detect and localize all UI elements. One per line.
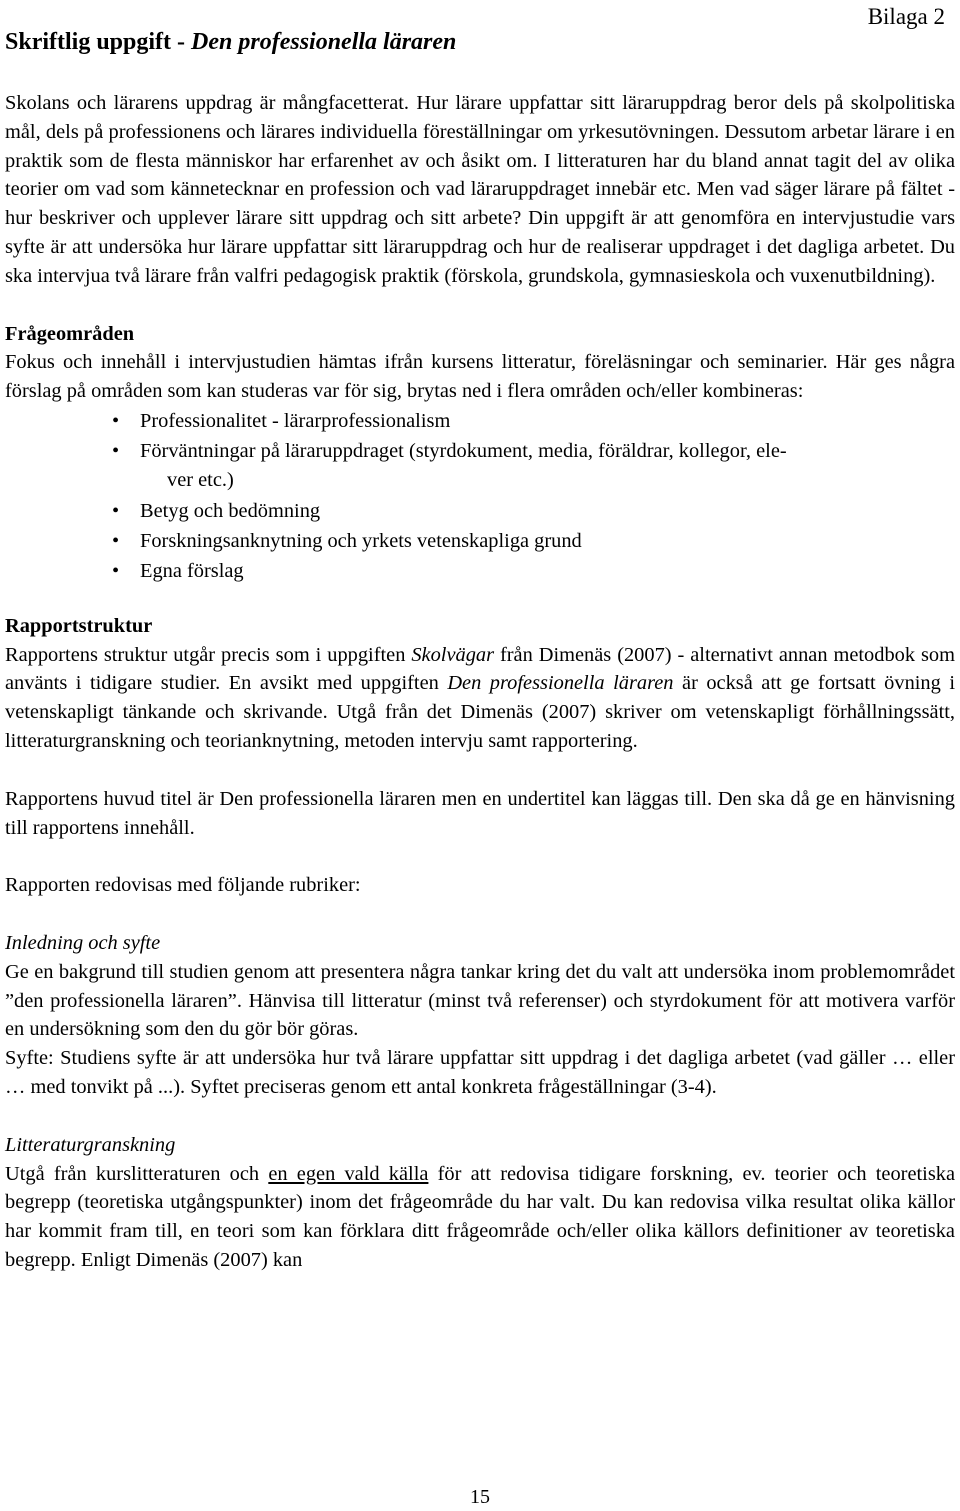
list-item <box>5 527 955 556</box>
document-body <box>5 89 955 1275</box>
text-run: Rapportens struktur utgår precis som i uppgiften <box>5 643 412 666</box>
inledning-paragraph-2: Syfte: Studiens syfte är att undersöka hur två lärare uppfattar sitt uppdrag i det dagliga arbetet (vad gäller … eller … med tonvikt på ...). Syftet preciseras genom ett antal konkreta frågeställningar (3-4). <box>5 1047 955 1099</box>
section-heading-inledning: Inledning och syfte <box>5 932 161 955</box>
fragor-paragraph: Fokus och innehåll i intervjustudien hämtas ifrån kursens litteratur, föreläsningar och seminarier. Här ges några förslag på områden som kan studeras var för sig, brytas ned i flera områden och/eller kombineras: <box>5 351 955 403</box>
text-run: för att redovisa tidigare forskning, ev. teorier och teoretiska begrepp (teoretiska utgångspunkter) inom det frågeområde du har valt. Du kan redovisa vilka resultat olika källor har kommit fram till, en teori som kan förklara ditt frågeområde och/eller olika källors definitioner av teoretiska begrepp. Enligt Dimenäs (2007) kan <box>5 1162 956 1272</box>
text-run: är också att ge fortsatt övning i vetenskapligt tänkande och skrivande. Utgå från det Dimenäs (2007) skriver om vetenskapligt förhållningssätt, litteraturgranskning och teorianknytning, metoden intervju samt rapportering. <box>5 672 955 752</box>
question-area-list <box>5 407 955 586</box>
bullet-icon: • <box>112 499 120 522</box>
text-run: från Dimenäs (2007) - alternativt annan metodbok som använts i tidigare studier. En avsikt med uppgiften <box>5 643 955 695</box>
page-number: 15 <box>470 1486 490 1508</box>
rapport-paragraph-1 <box>5 641 955 756</box>
intro-paragraph: Skolans och lärarens uppdrag är mångfacetterat. Hur lärare uppfattar sitt läraruppdrag beror dels på skolpolitiska mål, dels på professionens och lärares individuella föreställningar om yrkesutövningen. Dessutom arbetar lärare i en praktik som de flesta människor har erfarenhet av och åsikt om. I litteraturen har du bland annat tagit del av olika teorier om vad som kännetecknar en profession och vad läraruppdraget innebär etc. Men vad säger lärare på fältet - hur beskriver och upplever lärare sitt uppdrag och sitt arbete? Din uppgift är att genomföra en intervjustudie vars syfte är att undersöka hur lärare uppfattar sitt läraruppdrag och hur de realiserar uppdraget i det dagliga arbetet. Du ska intervjua två lärare från valfri pedagogisk praktik (förskola, grundskola, gymnasieskola och vuxenutbildning). <box>5 92 955 287</box>
document-title <box>5 26 456 58</box>
bullet-icon: • <box>112 560 120 583</box>
bullet-icon: • <box>112 529 120 552</box>
italic-title-skolvagar: Skolvägar <box>411 643 495 666</box>
inledning-paragraph-1: Ge en bakgrund till studien genom att presentera några tankar kring det du valt att undersöka inom problemområdet ”den professionella läraren”. Hänvisa till litteratur (minst två referenser) och styrdokument för att motivera varför en undersökning som den du gör bör göras. <box>5 960 955 1041</box>
list-item <box>5 497 955 526</box>
list-item <box>5 407 955 436</box>
litteratur-paragraph <box>5 1160 955 1275</box>
list-item-text: Förväntningar på läraruppdraget (styrdokument, media, föräldrar, kollegor, ele- <box>140 440 787 463</box>
list-item-text: Betyg och bedömning <box>140 499 321 522</box>
list-item-text: Professionalitet - lärarprofessionalism <box>140 409 451 432</box>
list-item <box>5 557 955 586</box>
list-item-text: Egna förslag <box>140 560 244 583</box>
list-item-text-continued: ver etc.) <box>167 469 234 492</box>
bullet-icon: • <box>112 409 120 432</box>
italic-title-den-professionella-lararen: Den professionella läraren <box>447 672 674 695</box>
text-run: Utgå från kurslitteraturen och <box>5 1162 269 1185</box>
section-heading-fragor: Frågeområden <box>5 322 135 345</box>
title-main: Skriftlig uppgift - <box>5 29 192 55</box>
bullet-icon: • <box>112 440 120 463</box>
title-italic: Den professionella läraren <box>191 29 457 55</box>
underlined-text: en egen vald källa <box>268 1162 429 1185</box>
appendix-label: Bilaga 2 <box>867 4 945 29</box>
list-item <box>5 437 955 495</box>
section-heading-rapport: Rapportstruktur <box>5 614 153 637</box>
section-heading-litteratur: Litteraturgranskning <box>5 1133 176 1156</box>
rapport-paragraph-3: Rapporten redovisas med följande rubriker: <box>5 874 361 897</box>
rapport-paragraph-2: Rapportens huvud titel är Den professionella läraren men en undertitel kan läggas till. Den ska då ge en hänvisning till rapportens innehåll. <box>5 787 955 839</box>
list-item-text: Forskningsanknytning och yrkets vetenskapliga grund <box>140 529 582 552</box>
